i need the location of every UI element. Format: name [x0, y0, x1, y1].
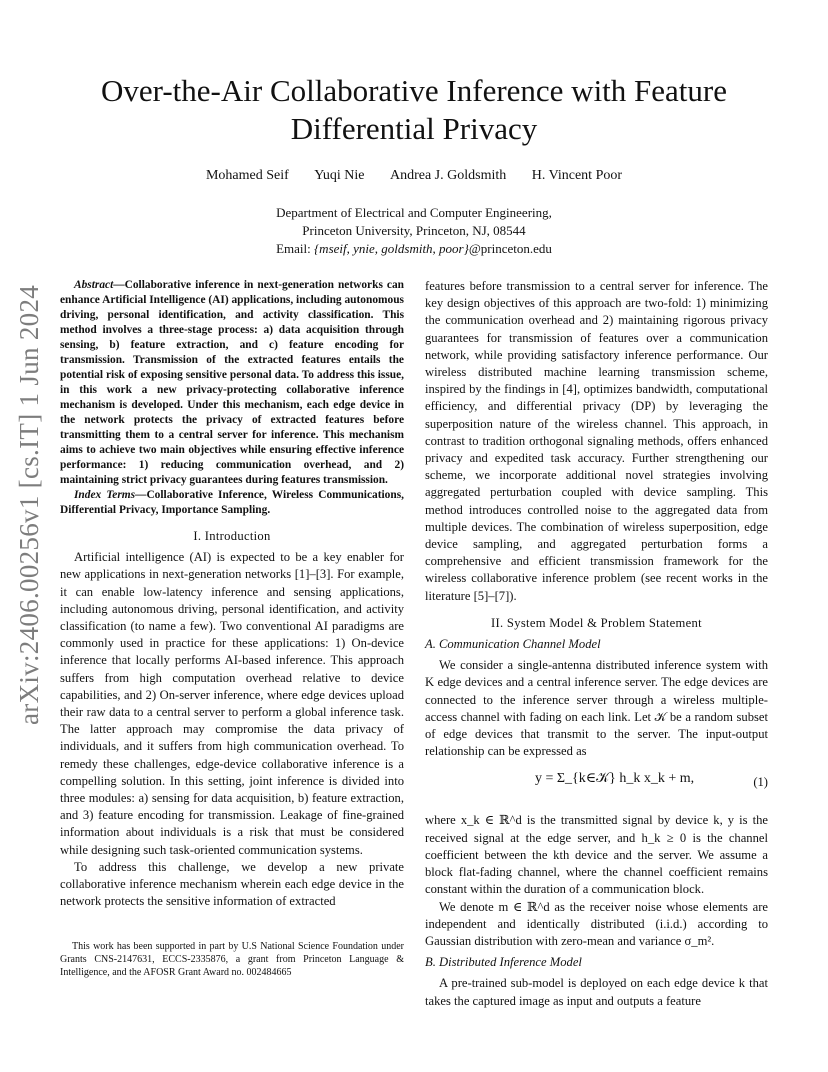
left-column: [60, 278, 404, 910]
section-heading: II. System Model & Problem Statement: [491, 615, 702, 630]
equation-number: (1): [753, 775, 768, 790]
affiliation-line: Princeton University, Princeton, NJ, 08544: [302, 223, 526, 238]
paragraph: Artificial intelligence (AI) is expected to be a key enabler for new applications in next-generation networks [1]–[3]. For example, it can enable low-latency inference and sensing applications, including autonomous driving, personal identification, and activity classification (to name a few). Two conventional AI paradigms are commonly used in practice for these applications: 1) On-device inference that locally performs AI-based inference. This approach suffers from high computation overhead relative to device capabilities, and 2) On-server inference, where edge devices upload their raw data to a central server to perform a global inference task. The latter approach may compromise the data privacy of individuals, and it suffers from high communication overhead. To remedy these challenges, edge-device collaborative inference is a compelling solution. In this setting, joint inference is divided into three modules: a) sensing for data acquisition, b) feature extraction, and 3) feature encoding for transmission. Leakage of fine-grained information about individuals is a risk that must be considered while designing such task-oriented communication systems.: [60, 550, 404, 857]
subsection-heading: B. Distributed Inference Model: [425, 955, 582, 970]
paper-title: Over-the-Air Collaborative Inference with Feature Differential Privacy: [101, 73, 727, 146]
author-name: Andrea J. Goldsmith: [389, 168, 507, 183]
author-list: [0, 168, 828, 184]
paragraph: A pre-trained sub-model is deployed on each edge device k that takes the captured image as input and outputs a feature: [425, 976, 768, 1008]
author-name: Mohamed Seif: [205, 168, 289, 183]
paragraph: where x_k ∈ ℝ^d is the transmitted signal by device k, y is the received signal at the edge server, and h_k ≥ 0 is the channel coefficient between the kth device and the server. We assume a block flat-fading channel, where the channel coefficient remains constant within the duration of a communication block.: [425, 813, 768, 897]
abstract: Abstract—Collaborative inference in next-generation networks can enhance Artificial Intelligence (AI) applications, including autonomous driving, personal identification, and activity classification. This method involves a three-stage process: a) data acquisition through sensing, b) feature extraction, and c) feature encoding for transmission. Transmission of the extracted features entails the potential risk of exposing sensitive personal data. To address this issue, in this work a new privacy-protecting collaborative inference mechanism is developed. Under this mechanism, each edge device in the network protects the privacy of extracted features before transmitting them to a central server for inference. This mechanism aims to achieve two main objectives while ensuring effective inference performance: 1) reducing communication overhead, and 2) maintaining strict privacy guarantees during features transmission.: [60, 279, 404, 486]
index-terms-label: Index Terms: [74, 489, 136, 501]
author-name: H. Vincent Poor: [531, 168, 623, 183]
subsection-heading: A. Communication Channel Model: [425, 637, 601, 652]
affiliation-line: Department of Electrical and Computer Engineering,: [276, 205, 552, 220]
email-names: {mseif, ynie, goldsmith, poor}: [313, 241, 469, 256]
affiliation: [0, 204, 828, 258]
footnote: This work has been supported in part by U.S National Science Foundation under Grants CNS-2147631, ECCS-2335876, a grant from Princeton Language & Intelligence, and the AFOSR Grant Award no. 002484665: [60, 941, 404, 978]
paragraph: features before transmission to a central server for inference. The key design objectives of this approach are two-fold: 1) minimizing the communication overhead and 2) maintaining rigorous privacy guarantees for transmission of features over a communication network, while providing satisfactory inference performance. Our wireless distributed machine learning transmission scheme, inspired by the findings in [4], optimizes bandwidth, computational efficiency, and differential privacy (DP) by leveraging the superposition nature of the wireless channel. This approach, in contrast to tradition orthogonal signaling methods, offers enhanced privacy and expedited task accuracy. Further strengthening our scheme, we incorporate additional novel strategies involving aggregated perturbation coupled with device sampling. This method introduces controlled noise to the aggregated data from multiple devices. The combination of wireless superposition, edge device sampling, and aggregated perturbation forms a comprehensive and efficient transmission framework for the wireless collaborative inference problem (see recent works in the literature [5]–[7]).: [425, 279, 768, 603]
section-heading: I. Introduction: [193, 529, 271, 543]
equation-body: y = Σ_{k∈𝒦} h_k x_k + m,: [535, 771, 695, 787]
email-line: Email: {mseif, ynie, goldsmith, poor}@princeton.edu: [276, 241, 552, 256]
paragraph: We denote m ∈ ℝ^d as the receiver noise whose elements are independent and identically distributed (i.i.d.) according to Gaussian distribution with zero-mean and variance σ_m².: [425, 899, 768, 948]
paragraph: To address this challenge, we develop a new private collaborative inference mechanism wherein each edge device in the network protects the sensitive information of extracted: [60, 859, 404, 909]
arxiv-stamp: arXiv:2406.00256v1 [cs.IT] 1 Jun 2024: [14, 284, 44, 725]
right-column: [425, 278, 768, 1010]
equation: [425, 764, 768, 808]
index-terms: Index Terms—Collaborative Inference, Wireless Communications, Differential Privacy, Importance Sampling.: [60, 489, 404, 516]
author-name: Yuqi Nie: [314, 168, 365, 183]
abstract-label: Abstract: [74, 279, 114, 291]
paragraph: We consider a single-antenna distributed inference system with K edge devices and a central inference server. The edge devices are connected to the inference server through a wireless multiple-access channel with fading on each link. Let 𝒦 be a random subset of edge devices that transmit to the server. The input-output relationship can be expressed as: [425, 658, 768, 759]
